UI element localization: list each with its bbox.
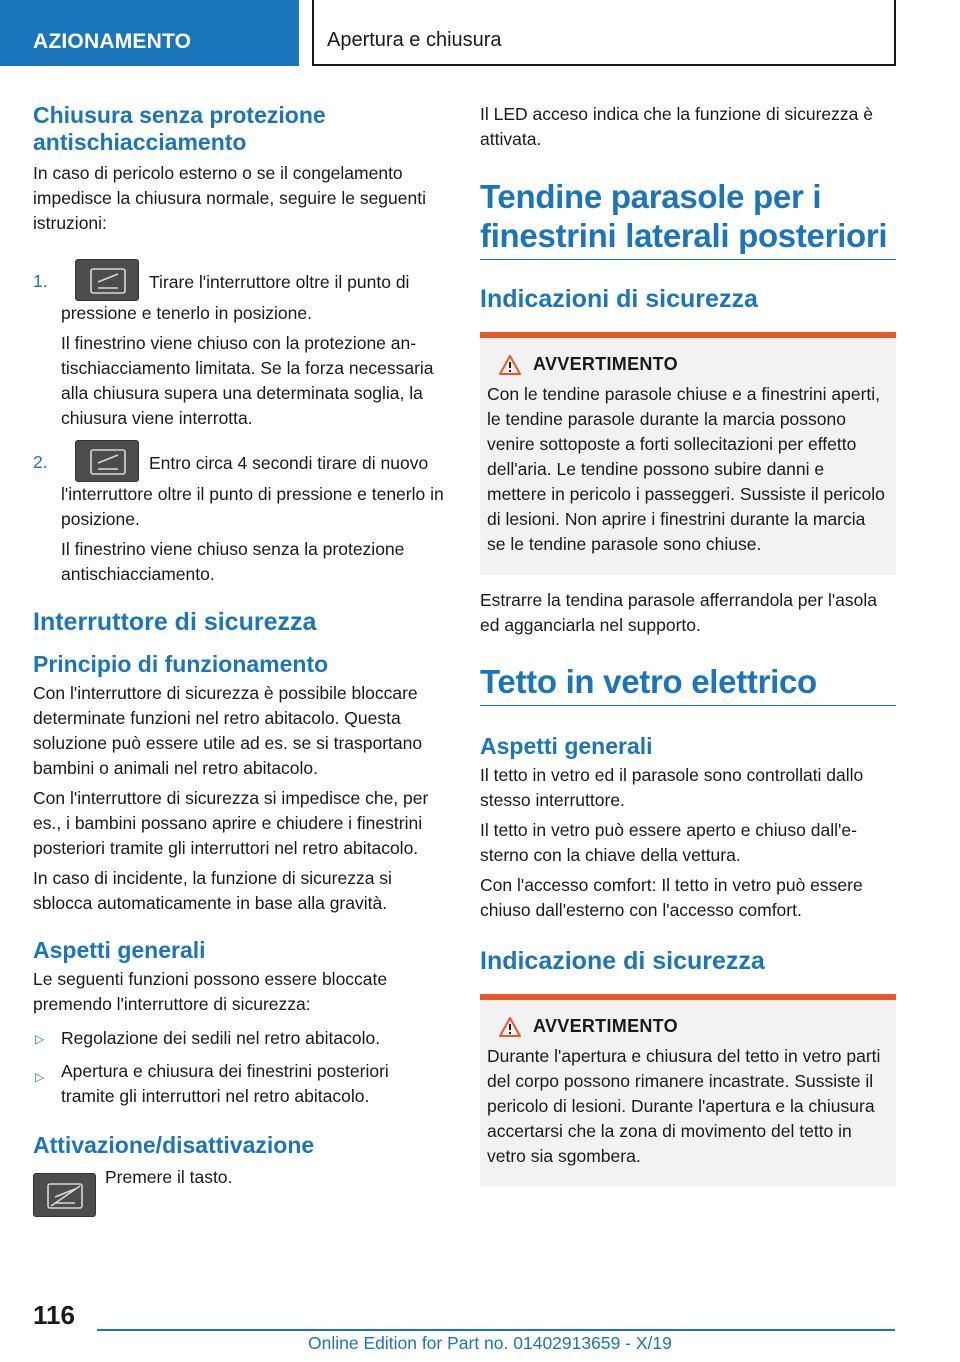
sunroof-general-heading: Aspetti generali (480, 733, 653, 759)
sunroof-heading: Tetto in vetro elettrico (480, 662, 896, 706)
warning-box-sunroof (480, 994, 896, 1187)
header-section-tab: AZIONAMENTO (0, 0, 299, 66)
principle-paragraph-3: In caso di incidente, la funzione di sicurezza si sblocca automaticamente in base alla gravità. (33, 868, 392, 913)
step-2-number: 2. (33, 452, 48, 472)
footer-edition: Online Edition for Part no. 01402913659 - X/19 (308, 1333, 672, 1353)
step-1-text: pressione e tenerlo in posizione. (61, 303, 312, 323)
step-2-result: Il finestrino viene chiuso senza la protezione antischiacciamento. (61, 539, 405, 584)
footer-divider (97, 1329, 895, 1331)
step-1-text-start: Tirare l'interruttore oltre il punto di (149, 272, 410, 292)
triangle-bullet-icon: ▷ (35, 1032, 45, 1046)
activation-row (33, 1165, 447, 1217)
step-1 (33, 259, 447, 431)
warning-1-text: Con le tendine parasole chiuse e a finestrini aperti, le tendine parasole durante la marcia possono venire sottoposte a forti sollecitazioni per effetto dell'aria. Le tendine possono subire danni e mettere in pericolo i passeggeri. Sussiste il pericolo di lesioni. Non aprire i finestrini durante la marcia se le tendine parasole sono chiuse. (487, 384, 885, 554)
general-intro: Le seguenti funzioni possono essere bloccate premendo l'interruttore di sicurezza: (33, 969, 388, 1014)
page-number: 116 (33, 1300, 75, 1330)
principle-paragraph-2: Con l'interruttore di sicurezza si impedisce che, per es., i bambini possano aprire e chiudere i finestrini posteriori tramite gli interruttori nel retro abitacolo. (33, 788, 429, 858)
pinch-intro-paragraph: In caso di pericolo esterno o se il congelamento impedisce la chiusura normale, seguire le seguenti istruzioni: (33, 163, 426, 233)
step-1-result: Il finestrino viene chiuso con la protezione antischiacciamento limitata. Se la forza necessaria alla chiusura supera una determinata soglia, la chiusura viene interrotta. (61, 333, 434, 428)
blinds-paragraph: Estrarre la tendina parasole afferrandola per l'asola ed agganciarla nel supporto. (480, 590, 878, 635)
window-switch-icon (75, 259, 139, 301)
step-1-number: 1. (33, 271, 48, 291)
safety-switch-heading: Interruttore di sicurezza (33, 608, 317, 636)
step-2-text: l'interruttore oltre il punto di pressione e tenerlo in posizione. (61, 484, 444, 529)
warning-2-title: AVVERTIMENTO (533, 1016, 678, 1036)
window-switch-icon (75, 440, 139, 482)
led-paragraph: Il LED acceso indica che la funzione di sicurezza è attivata. (480, 104, 873, 149)
step-2 (33, 440, 447, 587)
warning-1-title: AVVERTIMENTO (533, 354, 678, 374)
header-chapter-tab: Apertura e chiusura (312, 0, 896, 66)
activation-text: Premere il tasto. (105, 1167, 233, 1187)
pinch-protection-heading: Chiusura senza protezione antischiacciamento (33, 102, 326, 155)
principle-paragraph-1: Con l'interruttore di sicurezza è possibile bloccare determinate funzioni nel retro abitacolo. Questa soluzione può essere utile ad es. se si trasportano bambini o animali nel retro abitacolo. (33, 683, 423, 778)
sunroof-paragraph-2: Il tetto in vetro può essere aperto e chiuso dall'esterno con la chiave della vettura. (480, 820, 857, 865)
warning-triangle-icon (499, 355, 521, 375)
sunroof-paragraph-3: Con l'accesso comfort: Il tetto in vetro può essere chiuso dall'esterno con l'accesso comfort. (480, 875, 863, 920)
left-column (33, 102, 447, 1217)
list-item: ▷ Apertura e chiusura dei finestrini posteriori tramite gli interruttori nel retro abitacolo. (35, 1061, 389, 1106)
warning-triangle-icon (499, 1017, 521, 1037)
right-column (480, 102, 896, 1187)
triangle-bullet-icon: ▷ (35, 1070, 45, 1084)
step-2-text-start: Entro circa 4 secondi tirare di nuovo (149, 453, 429, 473)
general-heading: Aspetti generali (33, 937, 206, 963)
activation-heading: Attivazione/disattivazione (33, 1132, 315, 1158)
warning-box-blinds (480, 332, 896, 575)
safety-info-heading: Indicazioni di sicurezza (480, 285, 758, 313)
principle-heading: Principio di funzionamento (33, 651, 329, 677)
list-item: ▷ Regolazione dei sedili nel retro abitacolo. (35, 1028, 381, 1048)
sunroof-paragraph-1: Il tetto in vetro ed il parasole sono controllati dallo stesso interruttore. (480, 765, 864, 810)
child-lock-switch-icon (33, 1173, 96, 1217)
safety-note-heading: Indicazione di sicurezza (480, 947, 765, 975)
warning-2-text: Durante l'apertura e chiusura del tetto in vetro parti del corpo possono rimanere incastrate. Sussiste il pericolo di lesioni. Durante l'apertura e la chiusura accertarsi che la zona di movimento del tetto in vetro sia sgombera. (487, 1046, 881, 1166)
blinds-heading: Tendine parasole per i finestrini laterali posteriori (480, 177, 896, 260)
